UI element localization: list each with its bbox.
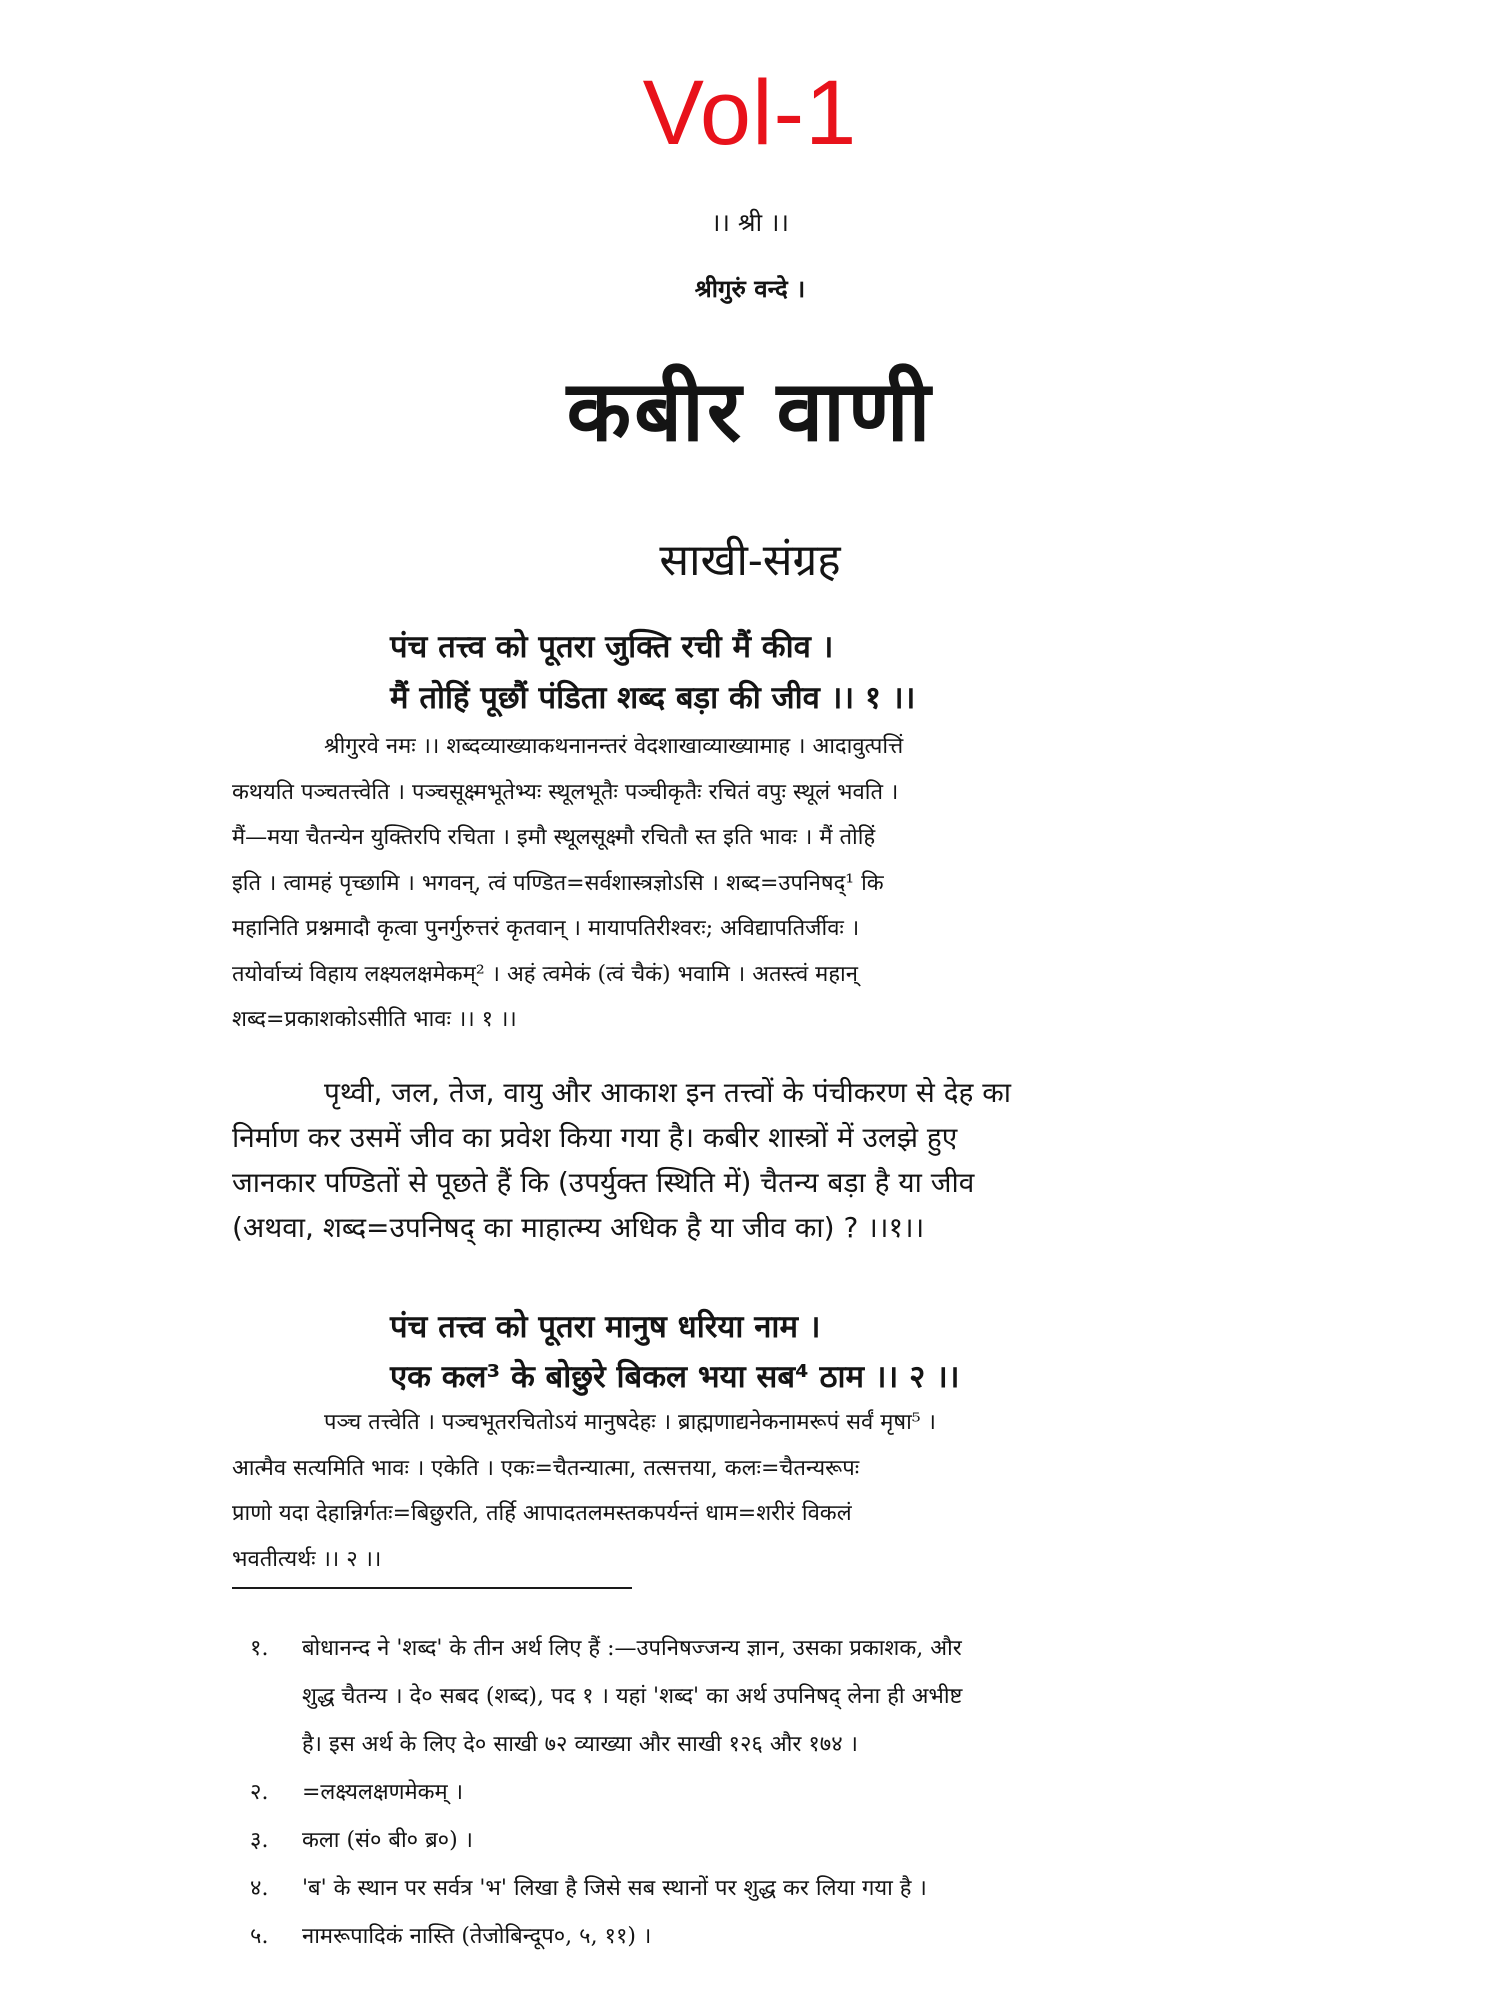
hindi-line: निर्माण कर उसमें जीव का प्रवेश किया गया है। कबीर शास्त्रों में उलझे हुए — [232, 1121, 958, 1154]
footnote-2 — [250, 1769, 1260, 1817]
footnote-4 — [250, 1865, 1260, 1913]
invocation-guru: श्रीगुरुं वन्दे । — [694, 274, 806, 303]
invocation-shri: ।। श्री ।। — [711, 208, 789, 237]
footnote-line: =लक्ष्यलक्षणमेकम् । — [302, 1780, 464, 1805]
footnote-number: ५. — [250, 1924, 269, 1949]
hindi-line: पृथ्वी, जल, तेज, वायु और आकाश इन तत्त्वों के पंचीकरण से देह का — [324, 1076, 1012, 1109]
commentary-line: शब्द=प्रकाशकोऽसीति भावः ।। १ ।। — [232, 1007, 517, 1032]
commentary-line: इति । त्वामहं पृच्छामि । भगवन्, त्वं पण्डित=सर्वशास्त्रज्ञोऽसि । शब्द=उपनिषद्¹ कि — [232, 870, 884, 896]
sanskrit-commentary-1 — [232, 724, 1254, 1043]
commentary-line: पञ्च तत्त्वेति । पञ्चभूतरचितोऽयं मानुषदेहः । ब्राह्मणाद्यनेकनामरूपं सर्वं मृषा⁵ । — [324, 1410, 936, 1435]
commentary-line: भवतीत्यर्थः ।। २ ।। — [232, 1546, 382, 1572]
footnote-3 — [250, 1817, 1260, 1865]
footnote-number: १. — [250, 1636, 269, 1661]
volume-label: Vol-1 — [642, 62, 858, 164]
footnote-line: नामरूपादिकं नास्ति (तेजोबिन्दूप०, ५, ११) । — [302, 1924, 652, 1949]
commentary-line: श्रीगुरवे नमः ।। शब्दव्याख्याकथनानन्तरं वेदशाखाव्याख्यामाह । आदावुत्पत्तिं — [324, 734, 904, 759]
hindi-line: (अथवा, शब्द=उपनिषद् का माहात्म्य अधिक है या जीव का) ? ।।१।। — [232, 1211, 925, 1244]
hindi-line: जानकार पण्डितों से पूछते हैं कि (उपर्युक्त स्थिति में) चैतन्य बड़ा है या जीव — [232, 1166, 975, 1199]
footnote-1 — [250, 1625, 1260, 1769]
footnote-divider — [232, 1587, 632, 1589]
verse-2-line-2: एक कल³ के बोछुरे बिकल भया सब⁴ ठाम ।। २ ।। — [390, 1359, 960, 1395]
footnote-number: ३. — [250, 1828, 269, 1853]
commentary-line: प्राणो यदा देहान्निर्गतः=बिछुरति, तर्हि आपादतलमस्तकपर्यन्तं धाम=शरीरं विकलं — [232, 1501, 852, 1526]
book-title: कबीर वाणी — [566, 362, 934, 460]
footnote-line: शुद्ध चैतन्य । दे० सबद (शब्द), पद १ । यहां 'शब्द' का अर्थ उपनिषद् लेना ही अभीष्ट — [302, 1684, 963, 1709]
footnote-5 — [250, 1913, 1260, 1961]
commentary-line: आत्मैव सत्यमिति भावः । एकेति । एकः=चैतन्यात्मा, तत्सत्तया, कलः=चैतन्यरूपः — [232, 1455, 860, 1481]
commentary-line: तयोर्वाच्यं विहाय लक्ष्यलक्षमेकम्² । अहं त्वमेकं (त्वं चैकं) भवामि । अतस्त्वं महान् — [232, 961, 858, 987]
commentary-line: मैं—मया चैतन्येन युक्तिरपि रचिता । इमौ स्थूलसूक्ष्मौ रचितौ स्त इति भावः । मैं तोहिं — [232, 825, 876, 850]
hindi-explanation-1 — [232, 1070, 1254, 1250]
footnote-line: 'ब' के स्थान पर सर्वत्र 'भ' लिखा है जिसे सब स्थानों पर शुद्ध कर लिया गया है । — [302, 1876, 927, 1901]
verse-1-line-2: मैं तोहिं पूछौं पंडिता शब्द बड़ा की जीव ।। १ ।। — [390, 680, 916, 716]
section-title: साखी-संग्रह — [659, 535, 841, 586]
sanskrit-commentary-2 — [232, 1400, 1254, 1582]
footnote-line: कला (सं० बी० ब्र०) । — [302, 1828, 474, 1853]
footnote-number: २. — [250, 1780, 269, 1805]
footnote-line: बोधानन्द ने 'शब्द' के तीन अर्थ लिए हैं :—उपनिषज्जन्य ज्ञान, उसका प्रकाशक, और — [302, 1636, 962, 1661]
footnote-number: ४. — [250, 1876, 269, 1901]
footnotes — [250, 1625, 1260, 1961]
footnote-line: है। इस अर्थ के लिए दे० साखी ७२ व्याख्या और साखी १२६ और १७४ । — [302, 1732, 858, 1757]
verse-2-line-1: पंच तत्त्व को पूतरा मानुष धरिया नाम । — [390, 1309, 821, 1345]
verse-1-line-1: पंच तत्त्व को पूतरा जुक्ति रची मैं कीव । — [390, 629, 834, 665]
commentary-line: महानिति प्रश्नमादौ कृत्वा पुनर्गुरुत्तरं कृतवान् । मायापतिरीश्वरः; अविद्यापतिर्जीवः । — [232, 916, 860, 941]
commentary-line: कथयति पञ्चतत्त्वेति । पञ्चसूक्ष्मभूतेभ्यः स्थूलभूतैः पञ्चीकृतैः रचितं वपुः स्थूलं भवति । — [232, 779, 899, 805]
